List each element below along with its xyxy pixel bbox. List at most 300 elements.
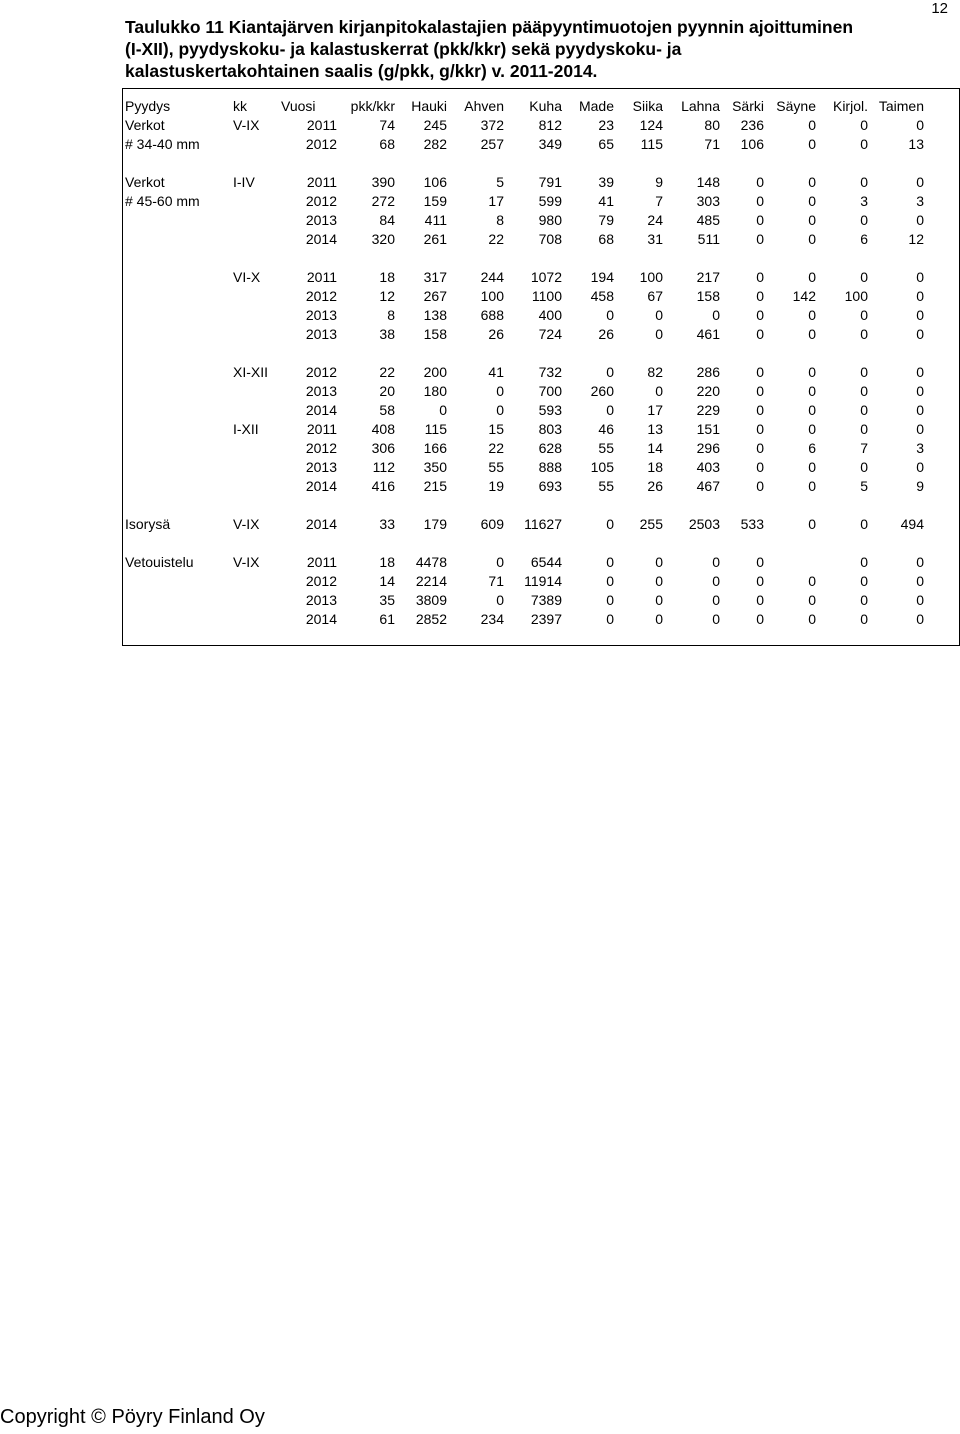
table-cell: 0 [756, 231, 764, 247]
table-cell: 0 [439, 402, 447, 418]
table-cell: V-IX [233, 117, 260, 133]
table-cell: 22 [379, 364, 395, 380]
table-cell [125, 572, 233, 591]
table-cell: 0 [808, 269, 816, 285]
table-cell: 0 [916, 402, 924, 418]
table-cell: 0 [860, 326, 868, 342]
table-cell: 71 [704, 136, 720, 152]
copyright-footer: Copyright © Pöyry Finland Oy [0, 1406, 265, 1428]
table-cell: 115 [424, 421, 447, 437]
table-cell: 2013 [305, 592, 337, 608]
table-cell: 296 [696, 440, 720, 456]
table-cell: 112 [372, 459, 395, 475]
table-cell: 8 [496, 212, 504, 228]
table-cell: 166 [423, 440, 447, 456]
table-cell: VI-X [233, 269, 261, 285]
table-cell: 0 [712, 611, 720, 627]
table-cell: 0 [860, 212, 868, 228]
table-cell: 46 [598, 421, 614, 437]
spacer-row [125, 344, 924, 363]
table-cell [233, 572, 281, 591]
table-cell [233, 401, 281, 420]
table-cell: 33 [379, 516, 395, 532]
table-row [125, 268, 924, 287]
table-cell: 0 [655, 573, 663, 589]
table-cell: 0 [808, 364, 816, 380]
table-cell: 1072 [530, 269, 562, 285]
table-cell: 0 [916, 554, 924, 570]
table-cell: 3 [860, 193, 868, 209]
table-cell: 138 [423, 307, 447, 323]
table-cell: 888 [538, 459, 562, 475]
table-cell: 9 [655, 174, 663, 190]
table-cell: 12 [379, 288, 395, 304]
table-cell: 0 [712, 592, 720, 608]
table-cell: 55 [598, 478, 614, 494]
table-cell: 6 [860, 231, 868, 247]
table-cell: 124 [639, 117, 663, 133]
table-cell: 0 [916, 269, 924, 285]
table-cell: 0 [756, 573, 764, 589]
table-cell [125, 477, 233, 496]
table-cell: 400 [538, 307, 562, 323]
table-cell: 26 [598, 326, 614, 342]
table-cell: 812 [538, 117, 562, 133]
table-cell [233, 230, 281, 249]
table-cell: 255 [639, 516, 663, 532]
table-cell: 390 [371, 174, 395, 190]
table-row [125, 591, 924, 610]
table-cell: 0 [756, 611, 764, 627]
table-cell: 609 [480, 516, 504, 532]
table-cell: 0 [860, 421, 868, 437]
table-cell: 41 [488, 364, 504, 380]
column-header: Särki [732, 98, 764, 114]
table-cell: 0 [916, 288, 924, 304]
table-cell: 0 [756, 364, 764, 380]
table-cell: 217 [696, 269, 720, 285]
table-cell: 0 [916, 573, 924, 589]
column-header: pkk/kkr [350, 98, 395, 114]
table-cell: 13 [908, 136, 924, 152]
table-cell: 724 [538, 326, 562, 342]
table-cell: 67 [647, 288, 663, 304]
table-cell: 2012 [305, 288, 337, 304]
table-row [125, 401, 924, 420]
page-number: 12 [931, 0, 948, 17]
table-cell: 9 [916, 478, 924, 494]
table-cell: 79 [598, 212, 614, 228]
caption-line: kalastuskertakohtainen saalis (g/pkk, g/kkr) v. 2011-2014. [125, 61, 598, 81]
table-cell: 0 [808, 459, 816, 475]
table-cell: 0 [756, 478, 764, 494]
table-cell: 0 [808, 136, 816, 152]
table-cell: 0 [712, 554, 720, 570]
table-cell: 0 [496, 383, 504, 399]
table-caption [125, 16, 945, 82]
table-cell: 0 [606, 307, 614, 323]
table-row [125, 116, 924, 135]
table-cell: 0 [655, 326, 663, 342]
table-cell: 0 [496, 402, 504, 418]
table-row [125, 553, 924, 572]
table-cell: 350 [423, 459, 447, 475]
table-cell [233, 477, 281, 496]
table-cell: 2397 [530, 611, 562, 627]
table-cell: 61 [379, 611, 395, 627]
table-cell: 39 [598, 174, 614, 190]
table-header-row [125, 97, 924, 116]
table-cell: 261 [423, 231, 447, 247]
table-cell: 2013 [305, 212, 337, 228]
table-cell: 18 [379, 554, 395, 570]
table-cell: 2852 [415, 611, 447, 627]
table-cell: 599 [538, 193, 562, 209]
table-cell: 0 [916, 421, 924, 437]
table-cell: 11627 [524, 516, 562, 532]
column-header: Säyne [776, 98, 816, 114]
table-cell [233, 135, 281, 154]
table-cell: 6 [808, 440, 816, 456]
table-cell: 3 [916, 440, 924, 456]
table-cell [125, 439, 233, 458]
table-cell: 458 [590, 288, 614, 304]
table-cell: 0 [860, 269, 868, 285]
table-cell: 0 [860, 611, 868, 627]
table-cell: 0 [606, 554, 614, 570]
table-cell [233, 439, 281, 458]
table-cell: 65 [598, 136, 614, 152]
spacer-row [125, 496, 924, 515]
table-row [125, 572, 924, 591]
table-cell: 260 [590, 383, 614, 399]
table-cell: 267 [423, 288, 447, 304]
table-cell: 3 [916, 193, 924, 209]
table-cell: 0 [860, 573, 868, 589]
table-cell: 0 [808, 592, 816, 608]
table-cell: 533 [740, 516, 764, 532]
table-cell: 0 [756, 459, 764, 475]
table-cell [125, 230, 233, 249]
table-cell: Verkot [125, 174, 165, 190]
table-cell: 0 [655, 554, 663, 570]
table-cell: 55 [598, 440, 614, 456]
table-cell: 0 [916, 592, 924, 608]
table-cell: 0 [860, 459, 868, 475]
table-cell: 0 [496, 554, 504, 570]
table-cell: Vetouistelu [125, 554, 194, 570]
table-cell: 0 [916, 364, 924, 380]
table-cell: 628 [538, 440, 562, 456]
table-cell: 0 [860, 402, 868, 418]
column-header: Made [578, 98, 614, 114]
table-cell: 35 [379, 592, 395, 608]
table-row [125, 477, 924, 496]
table-row [125, 287, 924, 306]
column-header: Pyydys [125, 98, 171, 114]
table-cell: 8 [387, 307, 395, 323]
table-cell [125, 401, 233, 420]
spacer-cell [125, 344, 924, 363]
table-cell: 688 [480, 307, 504, 323]
table-cell [233, 287, 281, 306]
table-cell: 0 [808, 516, 816, 532]
table-cell: 349 [538, 136, 562, 152]
table-cell: 82 [647, 364, 663, 380]
table-cell: 0 [916, 383, 924, 399]
table-cell: 12 [908, 231, 924, 247]
table-row [125, 192, 924, 211]
table-cell: 11914 [524, 573, 562, 589]
table-cell: 180 [423, 383, 447, 399]
column-header: kk [233, 98, 247, 114]
table-cell: 0 [916, 459, 924, 475]
table-row [125, 363, 924, 382]
column-header: Vuosi [281, 98, 316, 114]
table-cell: XI-XII [233, 364, 269, 380]
table-cell: 1100 [531, 288, 562, 304]
table-cell: 2012 [305, 573, 337, 589]
table-cell: 467 [696, 478, 720, 494]
table-cell: 0 [860, 516, 868, 532]
table-cell: 68 [379, 136, 395, 152]
table-cell: 791 [538, 174, 562, 190]
table-cell: 257 [480, 136, 504, 152]
table-cell: 106 [740, 136, 764, 152]
table-row [125, 173, 924, 192]
table-cell: 3809 [415, 592, 447, 608]
table-cell: # 34-40 mm [125, 136, 200, 152]
column-header: Ahven [464, 98, 504, 114]
table-cell: 282 [423, 136, 447, 152]
table-cell: 372 [480, 117, 504, 133]
table-cell [233, 591, 281, 610]
table-cell: V-IX [233, 516, 260, 532]
table-cell: 0 [860, 554, 868, 570]
table-cell: 18 [379, 269, 395, 285]
table-cell: 0 [916, 117, 924, 133]
table-cell: 0 [756, 402, 764, 418]
table-cell: 106 [423, 174, 447, 190]
table-cell: V-IX [233, 554, 260, 570]
table-cell: 0 [808, 402, 816, 418]
table-cell: 0 [606, 364, 614, 380]
table-cell: 0 [712, 573, 720, 589]
table-cell: Verkot [125, 117, 165, 133]
table-cell: 0 [860, 592, 868, 608]
table-cell: 220 [696, 383, 720, 399]
table-cell: 2013 [305, 326, 337, 342]
table-cell [125, 268, 233, 287]
table-cell: 18 [647, 459, 663, 475]
table-cell: 306 [371, 440, 395, 456]
table-row [125, 515, 924, 534]
table-cell [125, 287, 233, 306]
table-cell: 74 [379, 117, 395, 133]
table-cell: 24 [647, 212, 663, 228]
table-cell: 0 [808, 421, 816, 437]
table-cell: 286 [696, 364, 720, 380]
table-cell: 105 [590, 459, 614, 475]
column-header: Taimen [878, 98, 924, 114]
table-cell: 68 [598, 231, 614, 247]
table-cell: 0 [808, 383, 816, 399]
table-cell: 7 [860, 440, 868, 456]
table-cell: 215 [423, 478, 447, 494]
table-cell: 234 [480, 611, 504, 627]
table-row [125, 382, 924, 401]
column-header: Hauki [411, 98, 447, 114]
table-cell: 408 [371, 421, 395, 437]
table-cell: 0 [860, 364, 868, 380]
table-cell: 0 [756, 554, 764, 570]
table-row [125, 211, 924, 230]
table-cell: 15 [488, 421, 504, 437]
table-row [125, 135, 924, 154]
table-cell: 0 [808, 307, 816, 323]
table-cell: 0 [655, 383, 663, 399]
table-cell: 0 [808, 117, 816, 133]
table-cell: 0 [756, 288, 764, 304]
catch-table [125, 97, 924, 629]
table-cell: 5 [496, 174, 504, 190]
table-cell: 229 [696, 402, 720, 418]
table-row [125, 420, 924, 439]
table-cell: 5 [860, 478, 868, 494]
table-cell: 2011 [306, 117, 337, 133]
table-cell: 0 [756, 212, 764, 228]
table-cell: 38 [379, 326, 395, 342]
table-cell: 693 [538, 478, 562, 494]
table-cell [125, 420, 233, 439]
table-cell [764, 553, 816, 572]
table-cell: 0 [606, 611, 614, 627]
table-cell [125, 382, 233, 401]
table-cell: 2503 [688, 516, 720, 532]
table-cell: 0 [860, 174, 868, 190]
table-cell: 148 [696, 174, 720, 190]
table-cell: 159 [423, 193, 447, 209]
table-cell: 0 [808, 231, 816, 247]
table-cell: 2011 [306, 174, 337, 190]
table-cell [125, 363, 233, 382]
column-header: Kirjol. [832, 98, 868, 114]
table-cell: 0 [860, 383, 868, 399]
table-row [125, 610, 924, 629]
table-cell: 416 [371, 478, 395, 494]
table-cell [125, 325, 233, 344]
table-cell: 41 [598, 193, 614, 209]
table-cell [233, 458, 281, 477]
table-cell: 151 [696, 421, 720, 437]
table-row [125, 325, 924, 344]
table-cell [233, 192, 281, 211]
table-cell: 14 [379, 573, 395, 589]
table-cell: 158 [423, 326, 447, 342]
spacer-row [125, 154, 924, 173]
table-row [125, 230, 924, 249]
table-cell: 803 [538, 421, 562, 437]
table-cell: I-XII [233, 421, 259, 437]
table-cell: 494 [900, 516, 924, 532]
table-cell: 0 [808, 611, 816, 627]
table-cell [125, 610, 233, 629]
spacer-cell [125, 534, 924, 553]
table-cell: 7 [655, 193, 663, 209]
table-cell: 403 [696, 459, 720, 475]
table-cell: 272 [371, 193, 395, 209]
table-cell: 0 [655, 592, 663, 608]
table-cell: 244 [480, 269, 504, 285]
table-cell: 7389 [530, 592, 562, 608]
table-cell: 4478 [415, 554, 447, 570]
table-cell: 2014 [305, 611, 337, 627]
table-cell: # 45-60 mm [125, 193, 200, 209]
table-cell: 58 [379, 402, 395, 418]
table-cell: 0 [860, 307, 868, 323]
table-cell: 0 [606, 516, 614, 532]
table-cell: 100 [639, 269, 663, 285]
table-cell: 71 [488, 573, 504, 589]
table-cell: 26 [488, 326, 504, 342]
table-cell: 142 [792, 288, 816, 304]
table-cell: 0 [860, 117, 868, 133]
table-row [125, 306, 924, 325]
table-cell: 0 [808, 478, 816, 494]
table-cell: 19 [488, 478, 504, 494]
table-cell: 200 [423, 364, 447, 380]
table-cell: 158 [696, 288, 720, 304]
table-cell: 0 [655, 307, 663, 323]
table-cell: 0 [808, 193, 816, 209]
table-cell [233, 382, 281, 401]
table-cell: 0 [756, 174, 764, 190]
spacer-row [125, 249, 924, 268]
table-cell: 593 [538, 402, 562, 418]
table-cell: 0 [606, 402, 614, 418]
table-cell: 2012 [305, 364, 337, 380]
table-cell: 2014 [305, 478, 337, 494]
column-header: Siika [632, 98, 663, 114]
table-cell: 17 [488, 193, 504, 209]
table-cell [233, 306, 281, 325]
table-cell: 0 [756, 383, 764, 399]
table-cell [233, 211, 281, 230]
spacer-cell [125, 154, 924, 173]
table-cell: 0 [756, 307, 764, 323]
table-cell: 0 [916, 212, 924, 228]
table-cell: 303 [696, 193, 720, 209]
table-cell: 0 [756, 269, 764, 285]
column-header: Lahna [681, 98, 720, 114]
spacer-row [125, 534, 924, 553]
table-cell [125, 211, 233, 230]
table-cell: 17 [647, 402, 663, 418]
table-cell: 0 [712, 307, 720, 323]
table-cell: 0 [655, 611, 663, 627]
table-cell: 2011 [306, 421, 337, 437]
table-cell: 0 [808, 573, 816, 589]
table-cell: 194 [590, 269, 614, 285]
table-cell: 22 [488, 231, 504, 247]
table-cell: 2012 [305, 440, 337, 456]
table-cell: 317 [423, 269, 447, 285]
table-cell: 0 [756, 592, 764, 608]
table-cell: 100 [480, 288, 504, 304]
table-cell: 320 [371, 231, 395, 247]
caption-line: Taulukko 11 Kiantajärven kirjanpitokalastajien pääpyyntimuotojen pyynnin ajoittuminen [125, 17, 854, 37]
table-cell: 0 [606, 592, 614, 608]
